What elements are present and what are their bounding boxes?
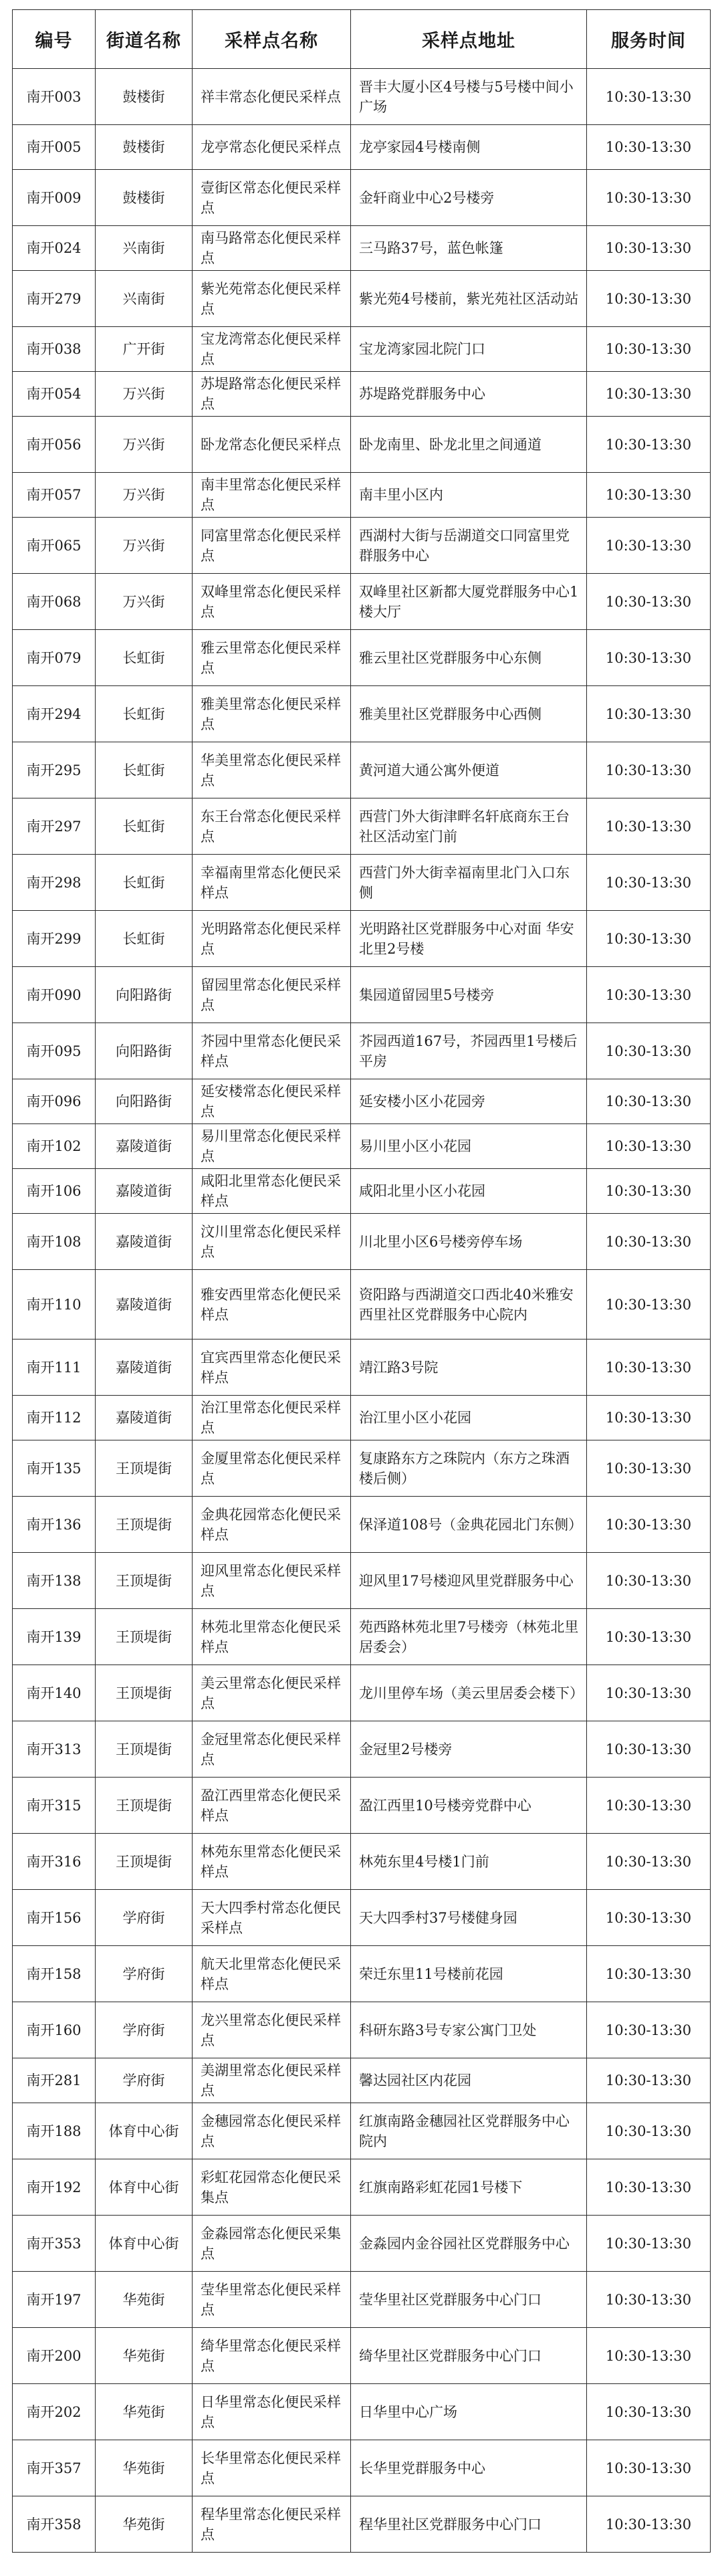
cell-site-name: 光明路常态化便民采样点 xyxy=(193,911,351,967)
cell-service-time: 10:30-13:30 xyxy=(587,417,711,473)
cell-street: 学府街 xyxy=(96,2002,193,2058)
cell-site-name: 宜宾西里常态化便民采样点 xyxy=(193,1339,351,1396)
cell-id: 南开054 xyxy=(13,372,96,417)
cell-service-time: 10:30-13:30 xyxy=(587,271,711,327)
cell-service-time: 10:30-13:30 xyxy=(587,327,711,372)
cell-site-name: 苏堤路常态化便民采样点 xyxy=(193,372,351,417)
table-row xyxy=(13,2496,711,2553)
cell-address: 西湖村大街与岳湖道交口同富里党群服务中心 xyxy=(351,518,587,574)
cell-service-time: 10:30-13:30 xyxy=(587,2496,711,2553)
cell-id: 南开009 xyxy=(13,170,96,226)
cell-service-time: 10:30-13:30 xyxy=(587,1023,711,1079)
cell-address: 盈江西里10号楼旁党群中心 xyxy=(351,1778,587,1834)
table-row xyxy=(13,69,711,125)
cell-id: 南开357 xyxy=(13,2440,96,2496)
table-row xyxy=(13,1609,711,1665)
table-row xyxy=(13,125,711,170)
cell-id: 南开279 xyxy=(13,271,96,327)
cell-address: 保泽道108号（金典花园北门东侧） xyxy=(351,1497,587,1553)
cell-street: 长虹街 xyxy=(96,911,193,967)
table-row xyxy=(13,742,711,798)
cell-id: 南开003 xyxy=(13,69,96,125)
cell-service-time: 10:30-13:30 xyxy=(587,1778,711,1834)
cell-street: 广开街 xyxy=(96,327,193,372)
table-row xyxy=(13,1497,711,1553)
table-row xyxy=(13,686,711,742)
cell-street: 体育中心街 xyxy=(96,2216,193,2272)
cell-street: 嘉陵道街 xyxy=(96,1169,193,1214)
cell-address: 雅云里社区党群服务中心东侧 xyxy=(351,630,587,686)
cell-id: 南开024 xyxy=(13,226,96,271)
cell-address: 红旗南路彩虹花园1号楼下 xyxy=(351,2159,587,2216)
cell-street: 王顶堤街 xyxy=(96,1609,193,1665)
cell-address: 晋丰大厦小区4号楼与5号楼中间小广场 xyxy=(351,69,587,125)
cell-service-time: 10:30-13:30 xyxy=(587,2440,711,2496)
cell-address: 雅美里社区党群服务中心西侧 xyxy=(351,686,587,742)
table-row xyxy=(13,798,711,855)
table-row xyxy=(13,1834,711,1890)
cell-id: 南开065 xyxy=(13,518,96,574)
cell-service-time: 10:30-13:30 xyxy=(587,742,711,798)
cell-street: 华苑街 xyxy=(96,2272,193,2328)
cell-id: 南开315 xyxy=(13,1778,96,1834)
cell-service-time: 10:30-13:30 xyxy=(587,170,711,226)
cell-address: 迎风里17号楼迎风里党群服务中心 xyxy=(351,1553,587,1609)
cell-address: 三马路37号，蓝色帐篷 xyxy=(351,226,587,271)
cell-street: 学府街 xyxy=(96,1890,193,1946)
table-row xyxy=(13,574,711,630)
cell-service-time: 10:30-13:30 xyxy=(587,226,711,271)
cell-site-name: 日华里常态化便民采样点 xyxy=(193,2384,351,2440)
cell-site-name: 紫光苑常态化便民采样点 xyxy=(193,271,351,327)
cell-id: 南开140 xyxy=(13,1665,96,1721)
cell-address: 南丰里小区内 xyxy=(351,473,587,518)
cell-street: 嘉陵道街 xyxy=(96,1339,193,1396)
cell-service-time: 10:30-13:30 xyxy=(587,2103,711,2159)
cell-id: 南开112 xyxy=(13,1396,96,1440)
table-row xyxy=(13,855,711,911)
cell-street: 王顶堤街 xyxy=(96,1665,193,1721)
cell-id: 南开156 xyxy=(13,1890,96,1946)
header-row xyxy=(13,10,711,69)
cell-address: 林苑东里4号楼1门前 xyxy=(351,1834,587,1890)
cell-site-name: 美湖里常态化便民采样点 xyxy=(193,2058,351,2103)
cell-street: 嘉陵道街 xyxy=(96,1396,193,1440)
cell-site-name: 龙兴里常态化便民采样点 xyxy=(193,2002,351,2058)
table-header xyxy=(13,10,711,69)
table-row xyxy=(13,2384,711,2440)
cell-id: 南开135 xyxy=(13,1440,96,1497)
cell-address: 西营门外大街幸福南里北门入口东侧 xyxy=(351,855,587,911)
cell-service-time: 10:30-13:30 xyxy=(587,1440,711,1497)
cell-address: 黄河道大通公寓外便道 xyxy=(351,742,587,798)
cell-street: 兴南街 xyxy=(96,226,193,271)
cell-site-name: 咸阳北里常态化便民采样点 xyxy=(193,1169,351,1214)
cell-street: 华苑街 xyxy=(96,2496,193,2553)
table-row xyxy=(13,1214,711,1270)
cell-address: 靖江路3号院 xyxy=(351,1339,587,1396)
cell-id: 南开108 xyxy=(13,1214,96,1270)
cell-address: 复康路东方之珠院内（东方之珠酒楼后侧） xyxy=(351,1440,587,1497)
cell-street: 嘉陵道街 xyxy=(96,1124,193,1169)
table-row xyxy=(13,2002,711,2058)
cell-site-name: 祥丰常态化便民采样点 xyxy=(193,69,351,125)
cell-id: 南开192 xyxy=(13,2159,96,2216)
cell-id: 南开281 xyxy=(13,2058,96,2103)
cell-service-time: 10:30-13:30 xyxy=(587,69,711,125)
cell-service-time: 10:30-13:30 xyxy=(587,2384,711,2440)
cell-street: 鼓楼街 xyxy=(96,170,193,226)
cell-site-name: 易川里常态化便民采样点 xyxy=(193,1124,351,1169)
table-row xyxy=(13,2103,711,2159)
cell-street: 万兴街 xyxy=(96,518,193,574)
cell-street: 向阳路街 xyxy=(96,1023,193,1079)
table-row xyxy=(13,327,711,372)
cell-address: 易川里小区小花园 xyxy=(351,1124,587,1169)
cell-address: 金冠里2号楼旁 xyxy=(351,1721,587,1778)
cell-site-name: 金冠里常态化便民采样点 xyxy=(193,1721,351,1778)
cell-id: 南开056 xyxy=(13,417,96,473)
cell-service-time: 10:30-13:30 xyxy=(587,1946,711,2002)
table-row xyxy=(13,226,711,271)
cell-service-time: 10:30-13:30 xyxy=(587,1721,711,1778)
cell-address: 芥园西道167号，芥园西里1号楼后平房 xyxy=(351,1023,587,1079)
cell-id: 南开102 xyxy=(13,1124,96,1169)
cell-address: 长华里党群服务中心 xyxy=(351,2440,587,2496)
cell-site-name: 南丰里常态化便民采样点 xyxy=(193,473,351,518)
table-row xyxy=(13,1721,711,1778)
cell-id: 南开299 xyxy=(13,911,96,967)
cell-street: 万兴街 xyxy=(96,372,193,417)
cell-address: 莹华里社区党群服务中心门口 xyxy=(351,2272,587,2328)
cell-id: 南开057 xyxy=(13,473,96,518)
table-row xyxy=(13,1890,711,1946)
cell-address: 光明路社区党群服务中心对面 华安北里2号楼 xyxy=(351,911,587,967)
cell-id: 南开313 xyxy=(13,1721,96,1778)
cell-service-time: 10:30-13:30 xyxy=(587,125,711,170)
cell-address: 资阳路与西湖道交口西北40米雅安西里社区党群服务中心院内 xyxy=(351,1270,587,1339)
cell-id: 南开294 xyxy=(13,686,96,742)
header-address: 采样点地址 xyxy=(351,10,587,69)
cell-site-name: 双峰里常态化便民采样点 xyxy=(193,574,351,630)
cell-service-time: 10:30-13:30 xyxy=(587,1270,711,1339)
header-site-name: 采样点名称 xyxy=(193,10,351,69)
cell-site-name: 汶川里常态化便民采样点 xyxy=(193,1214,351,1270)
cell-street: 长虹街 xyxy=(96,686,193,742)
cell-address: 程华里社区党群服务中心门口 xyxy=(351,2496,587,2553)
cell-address: 绮华里社区党群服务中心门口 xyxy=(351,2328,587,2384)
cell-service-time: 10:30-13:30 xyxy=(587,2328,711,2384)
cell-site-name: 留园里常态化便民采样点 xyxy=(193,967,351,1023)
cell-street: 长虹街 xyxy=(96,742,193,798)
cell-id: 南开038 xyxy=(13,327,96,372)
cell-site-name: 龙亭常态化便民采样点 xyxy=(193,125,351,170)
cell-site-name: 延安楼常态化便民采样点 xyxy=(193,1079,351,1124)
cell-service-time: 10:30-13:30 xyxy=(587,967,711,1023)
cell-street: 华苑街 xyxy=(96,2440,193,2496)
cell-address: 日华里中心广场 xyxy=(351,2384,587,2440)
cell-service-time: 10:30-13:30 xyxy=(587,2002,711,2058)
cell-id: 南开096 xyxy=(13,1079,96,1124)
table-row xyxy=(13,1079,711,1124)
cell-street: 长虹街 xyxy=(96,630,193,686)
table-row xyxy=(13,271,711,327)
cell-id: 南开160 xyxy=(13,2002,96,2058)
cell-address: 宝龙湾家园北院门口 xyxy=(351,327,587,372)
cell-address: 延安楼小区小花园旁 xyxy=(351,1079,587,1124)
header-id: 编号 xyxy=(13,10,96,69)
cell-service-time: 10:30-13:30 xyxy=(587,1609,711,1665)
cell-address: 科研东路3号专家公寓门卫处 xyxy=(351,2002,587,2058)
cell-id: 南开188 xyxy=(13,2103,96,2159)
table-row xyxy=(13,1665,711,1721)
cell-site-name: 美云里常态化便民采样点 xyxy=(193,1665,351,1721)
table-row xyxy=(13,2272,711,2328)
cell-address: 西营门外大街津畔名轩底商东王台社区活动室门前 xyxy=(351,798,587,855)
cell-address: 天大四季村37号楼健身园 xyxy=(351,1890,587,1946)
cell-street: 体育中心街 xyxy=(96,2159,193,2216)
table-row xyxy=(13,1946,711,2002)
cell-address: 苏堤路党群服务中心 xyxy=(351,372,587,417)
table-row xyxy=(13,1124,711,1169)
cell-site-name: 金典花园常态化便民采样点 xyxy=(193,1497,351,1553)
cell-address: 馨达园社区内花园 xyxy=(351,2058,587,2103)
table-row xyxy=(13,2440,711,2496)
cell-service-time: 10:30-13:30 xyxy=(587,1834,711,1890)
header-service-time: 服务时间 xyxy=(587,10,711,69)
cell-address: 川北里小区6号楼旁停车场 xyxy=(351,1214,587,1270)
cell-id: 南开297 xyxy=(13,798,96,855)
cell-street: 鼓楼街 xyxy=(96,69,193,125)
cell-address: 咸阳北里小区小花园 xyxy=(351,1169,587,1214)
cell-site-name: 莹华里常态化便民采样点 xyxy=(193,2272,351,2328)
cell-street: 长虹街 xyxy=(96,798,193,855)
cell-id: 南开298 xyxy=(13,855,96,911)
cell-id: 南开358 xyxy=(13,2496,96,2553)
sampling-points-table xyxy=(12,9,711,2553)
table-row xyxy=(13,1169,711,1214)
cell-service-time: 10:30-13:30 xyxy=(587,798,711,855)
cell-street: 王顶堤街 xyxy=(96,1440,193,1497)
table-row xyxy=(13,372,711,417)
cell-service-time: 10:30-13:30 xyxy=(587,473,711,518)
table-row xyxy=(13,1270,711,1339)
cell-street: 华苑街 xyxy=(96,2384,193,2440)
cell-address: 治江里小区小花园 xyxy=(351,1396,587,1440)
cell-site-name: 迎风里常态化便民采样点 xyxy=(193,1553,351,1609)
cell-address: 卧龙南里、卧龙北里之间通道 xyxy=(351,417,587,473)
cell-site-name: 宝龙湾常态化便民采样点 xyxy=(193,327,351,372)
cell-street: 华苑街 xyxy=(96,2328,193,2384)
cell-street: 王顶堤街 xyxy=(96,1497,193,1553)
cell-site-name: 雅安西里常态化便民采样点 xyxy=(193,1270,351,1339)
cell-street: 学府街 xyxy=(96,2058,193,2103)
cell-site-name: 航天北里常态化便民采样点 xyxy=(193,1946,351,2002)
cell-service-time: 10:30-13:30 xyxy=(587,1396,711,1440)
cell-site-name: 幸福南里常态化便民采样点 xyxy=(193,855,351,911)
cell-street: 王顶堤街 xyxy=(96,1721,193,1778)
cell-id: 南开316 xyxy=(13,1834,96,1890)
cell-id: 南开106 xyxy=(13,1169,96,1214)
cell-id: 南开295 xyxy=(13,742,96,798)
cell-service-time: 10:30-13:30 xyxy=(587,574,711,630)
cell-site-name: 金淼园常态化便民采集点 xyxy=(193,2216,351,2272)
cell-id: 南开158 xyxy=(13,1946,96,2002)
table-row xyxy=(13,518,711,574)
cell-service-time: 10:30-13:30 xyxy=(587,2272,711,2328)
cell-site-name: 芥园中里常态化便民采样点 xyxy=(193,1023,351,1079)
cell-id: 南开068 xyxy=(13,574,96,630)
cell-street: 嘉陵道街 xyxy=(96,1270,193,1339)
cell-street: 王顶堤街 xyxy=(96,1553,193,1609)
cell-service-time: 10:30-13:30 xyxy=(587,1169,711,1214)
table-row xyxy=(13,630,711,686)
cell-address: 苑西路林苑北里7号楼旁（林苑北里居委会） xyxy=(351,1609,587,1665)
cell-street: 鼓楼街 xyxy=(96,125,193,170)
cell-id: 南开197 xyxy=(13,2272,96,2328)
cell-service-time: 10:30-13:30 xyxy=(587,1339,711,1396)
cell-address: 龙亭家园4号楼南侧 xyxy=(351,125,587,170)
cell-site-name: 金厦里常态化便民采样点 xyxy=(193,1440,351,1497)
cell-service-time: 10:30-13:30 xyxy=(587,1124,711,1169)
cell-street: 王顶堤街 xyxy=(96,1834,193,1890)
cell-id: 南开136 xyxy=(13,1497,96,1553)
table-row xyxy=(13,1339,711,1396)
cell-site-name: 林苑北里常态化便民采样点 xyxy=(193,1609,351,1665)
cell-id: 南开005 xyxy=(13,125,96,170)
cell-service-time: 10:30-13:30 xyxy=(587,2159,711,2216)
table-row xyxy=(13,1778,711,1834)
table-row xyxy=(13,1440,711,1497)
cell-id: 南开200 xyxy=(13,2328,96,2384)
cell-address: 双峰里社区新都大厦党群服务中心1楼大厅 xyxy=(351,574,587,630)
cell-address: 紫光苑4号楼前，紫光苑社区活动站 xyxy=(351,271,587,327)
table-row xyxy=(13,417,711,473)
table-row xyxy=(13,2058,711,2103)
cell-site-name: 壹街区常态化便民采样点 xyxy=(193,170,351,226)
cell-street: 向阳路街 xyxy=(96,967,193,1023)
cell-service-time: 10:30-13:30 xyxy=(587,2058,711,2103)
cell-service-time: 10:30-13:30 xyxy=(587,372,711,417)
cell-site-name: 华美里常态化便民采样点 xyxy=(193,742,351,798)
cell-site-name: 彩虹花园常态化便民采集点 xyxy=(193,2159,351,2216)
cell-street: 万兴街 xyxy=(96,574,193,630)
table-row xyxy=(13,967,711,1023)
cell-street: 万兴街 xyxy=(96,417,193,473)
table-row xyxy=(13,2159,711,2216)
cell-service-time: 10:30-13:30 xyxy=(587,1079,711,1124)
cell-service-time: 10:30-13:30 xyxy=(587,1665,711,1721)
cell-site-name: 长华里常态化便民采样点 xyxy=(193,2440,351,2496)
cell-id: 南开111 xyxy=(13,1339,96,1396)
cell-site-name: 卧龙常态化便民采样点 xyxy=(193,417,351,473)
cell-address: 红旗南路金穗园社区党群服务中心院内 xyxy=(351,2103,587,2159)
cell-site-name: 林苑东里常态化便民采样点 xyxy=(193,1834,351,1890)
table-row xyxy=(13,1396,711,1440)
cell-address: 荣迁东里11号楼前花园 xyxy=(351,1946,587,2002)
cell-address: 集园道留园里5号楼旁 xyxy=(351,967,587,1023)
cell-id: 南开079 xyxy=(13,630,96,686)
header-street: 街道名称 xyxy=(96,10,193,69)
table-row xyxy=(13,1553,711,1609)
cell-site-name: 同富里常态化便民采样点 xyxy=(193,518,351,574)
cell-service-time: 10:30-13:30 xyxy=(587,1214,711,1270)
table-row xyxy=(13,1023,711,1079)
cell-id: 南开139 xyxy=(13,1609,96,1665)
cell-service-time: 10:30-13:30 xyxy=(587,911,711,967)
cell-id: 南开090 xyxy=(13,967,96,1023)
cell-street: 长虹街 xyxy=(96,855,193,911)
cell-site-name: 金穗园常态化便民采样点 xyxy=(193,2103,351,2159)
cell-site-name: 南马路常态化便民采样点 xyxy=(193,226,351,271)
cell-id: 南开095 xyxy=(13,1023,96,1079)
cell-street: 王顶堤街 xyxy=(96,1778,193,1834)
table-row xyxy=(13,2216,711,2272)
cell-street: 向阳路街 xyxy=(96,1079,193,1124)
cell-site-name: 雅美里常态化便民采样点 xyxy=(193,686,351,742)
cell-site-name: 盈江西里常态化便民采样点 xyxy=(193,1778,351,1834)
cell-service-time: 10:30-13:30 xyxy=(587,855,711,911)
cell-site-name: 绮华里常态化便民采样点 xyxy=(193,2328,351,2384)
cell-address: 金轩商业中心2号楼旁 xyxy=(351,170,587,226)
cell-street: 万兴街 xyxy=(96,473,193,518)
cell-site-name: 东王台常态化便民采样点 xyxy=(193,798,351,855)
cell-street: 体育中心街 xyxy=(96,2103,193,2159)
cell-site-name: 天大四季村常态化便民采样点 xyxy=(193,1890,351,1946)
cell-street: 兴南街 xyxy=(96,271,193,327)
table-row xyxy=(13,170,711,226)
cell-service-time: 10:30-13:30 xyxy=(587,630,711,686)
cell-id: 南开202 xyxy=(13,2384,96,2440)
cell-address: 龙川里停车场（美云里居委会楼下） xyxy=(351,1665,587,1721)
cell-id: 南开138 xyxy=(13,1553,96,1609)
table-row xyxy=(13,2328,711,2384)
cell-address: 金淼园内金谷园社区党群服务中心 xyxy=(351,2216,587,2272)
cell-service-time: 10:30-13:30 xyxy=(587,2216,711,2272)
table-row xyxy=(13,911,711,967)
cell-id: 南开110 xyxy=(13,1270,96,1339)
cell-street: 嘉陵道街 xyxy=(96,1214,193,1270)
cell-service-time: 10:30-13:30 xyxy=(587,1890,711,1946)
cell-id: 南开353 xyxy=(13,2216,96,2272)
cell-service-time: 10:30-13:30 xyxy=(587,518,711,574)
cell-service-time: 10:30-13:30 xyxy=(587,686,711,742)
cell-street: 学府街 xyxy=(96,1946,193,2002)
table-row xyxy=(13,473,711,518)
cell-site-name: 雅云里常态化便民采样点 xyxy=(193,630,351,686)
cell-service-time: 10:30-13:30 xyxy=(587,1497,711,1553)
cell-site-name: 程华里常态化便民采样点 xyxy=(193,2496,351,2553)
cell-site-name: 治江里常态化便民采样点 xyxy=(193,1396,351,1440)
cell-service-time: 10:30-13:30 xyxy=(587,1553,711,1609)
table-body xyxy=(13,69,711,2553)
